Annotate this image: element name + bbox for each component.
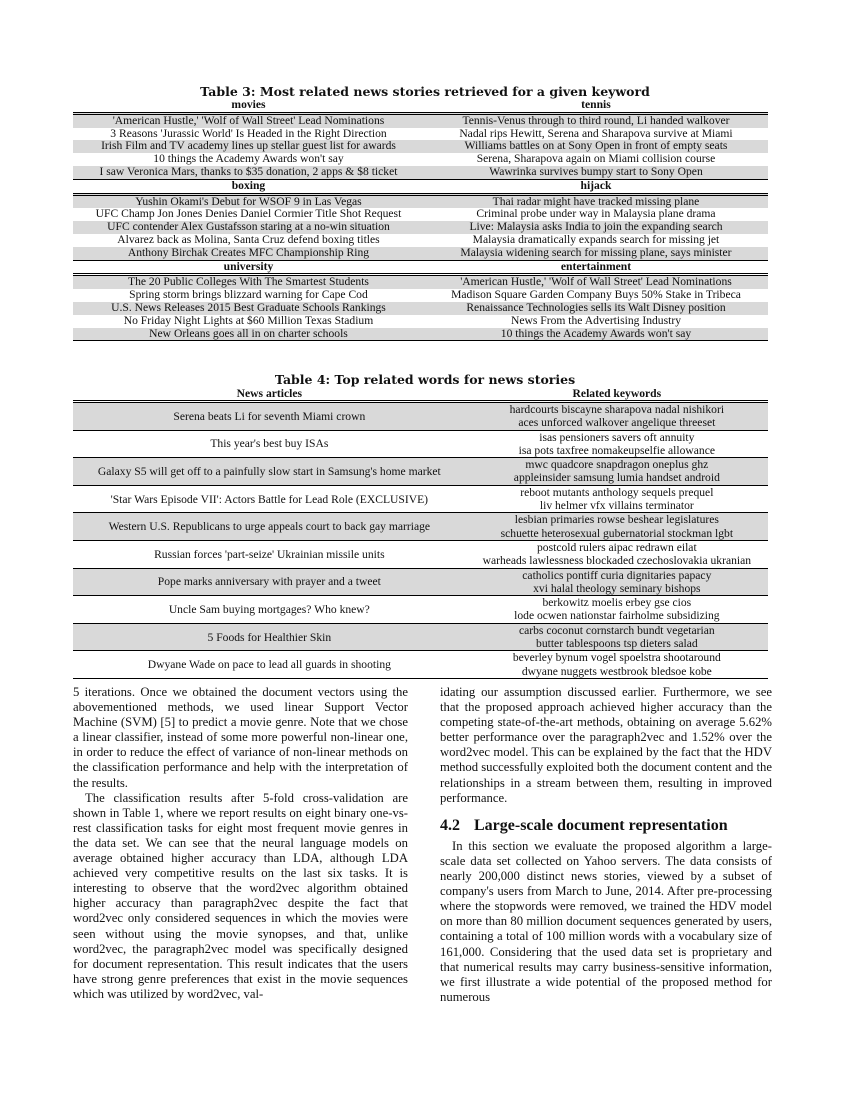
table-row — [73, 430, 768, 458]
table4-article: Dwyane Wade on pace to lead all guards in shooting — [73, 651, 466, 679]
table3-story-right: Thai radar might have tracked missing plane — [424, 194, 768, 208]
table3-story-right: Live: Malaysia asks India to join the expanding search — [424, 221, 768, 234]
table3-story-left: U.S. News Releases 2015 Best Graduate Schools Rankings — [73, 302, 424, 315]
table3-story-left: I saw Veronica Mars, thanks to $35 donation, 2 apps & $8 ticket — [73, 166, 424, 179]
table-row — [73, 194, 768, 208]
table4-keywords-line-2: isa pots taxfree nomakeupselfie allowance — [518, 443, 716, 457]
table-row — [73, 166, 768, 179]
table4-article: 'Star Wars Episode VII': Actors Battle for Lead Role (EXCLUSIVE) — [73, 485, 466, 513]
table3-story-right: Malaysia dramatically expands search for missing jet — [472, 233, 720, 247]
table-row — [73, 289, 768, 302]
table3-story-left: 10 things the Academy Awards won't say — [153, 152, 344, 166]
table4-article: Galaxy S5 will get off to a painfully slow start in Samsung's home market — [73, 458, 466, 486]
table-row — [73, 623, 768, 651]
table4-article: Uncle Sam buying mortgages? Who knew? — [73, 596, 466, 624]
table4-keywords — [466, 568, 768, 596]
table4-keywords-line-2: aces unforced walkover angelique threeset — [518, 416, 716, 430]
left-paragraph-1: 5 iterations. Once we obtained the document vectors using the abovementioned methods, we used linear Support Vector Machine (SVM) [5] to predict a movie genre. Note that we chose a linear classifier, instead of some more powerful non-linear one, in order to reduce the effect of variance of non-linear methods on the classification performance and help with the interpretation of the results. — [73, 685, 408, 790]
table4-keywords — [466, 458, 768, 486]
table4-keywords-line-1: carbs coconut cornstarch bundt vegetarian — [518, 623, 715, 637]
table3-keyword-right: tennis — [581, 98, 611, 112]
table3-keyword-left: boxing — [73, 179, 424, 194]
table4-keywords — [466, 596, 768, 624]
table-row — [73, 458, 768, 486]
section-number: 4.2 — [440, 816, 460, 834]
table3-story-left: UFC Champ Jon Jones Denies Daniel Cormier Title Shot Request — [95, 207, 402, 221]
table3-story-left: Yushin Okami's Debut for WSOF 9 in Las Vegas — [73, 194, 424, 208]
table3-story-left: 3 Reasons 'Jurassic World' Is Headed in the Right Direction — [110, 126, 387, 140]
table-row — [73, 513, 768, 541]
table-row — [73, 128, 768, 141]
table-row — [73, 208, 768, 221]
table3-story-left: UFC contender Alex Gustafsson staring at a no-win situation — [73, 221, 424, 234]
table3-keyword-left: movies — [231, 98, 266, 112]
table-row — [73, 568, 768, 596]
table4-caption: Table 4: Top related words for news stories — [274, 372, 576, 387]
table3 — [73, 99, 768, 341]
table3-story-right: Wawrinka survives bumpy start to Sony Open — [424, 166, 768, 179]
table3-story-left: No Friday Night Lights at $60 Million Texas Stadium — [123, 313, 374, 327]
table4-keywords-line-1: postcold rulers aipac redrawn eilat — [537, 541, 697, 555]
table-row — [73, 651, 768, 679]
table3-story-right: Renaissance Technologies sells its Walt Disney position — [424, 302, 768, 315]
table4-header-keywords: Related keywords — [572, 387, 662, 400]
table3-story-right: Serena, Sharapova again on Miami collision course — [476, 152, 716, 166]
table3-keyword-right: entertainment — [424, 260, 768, 275]
table-row — [73, 328, 768, 341]
table-row — [73, 247, 768, 260]
table-row — [73, 153, 768, 166]
table3-story-right: News From the Advertising Industry — [510, 313, 681, 327]
table4-keywords — [466, 430, 768, 458]
table4-article: Western U.S. Republicans to urge appeals court to back gay marriage — [73, 513, 466, 541]
table4-keywords — [466, 540, 768, 568]
table-row — [73, 302, 768, 315]
table4-keywords — [466, 485, 768, 513]
right-paragraph-2: In this section we evaluate the proposed algorithm a large-scale data set collected on Yahoo servers. The data consists of nearly 200,000 distinct news stories, viewed by a subset of company's users from March to June, 2014. After pre-processing where the stopwords were removed, we trained the HDV model on more than 80 million document sequences generated by users, containing a total of 100 million words with a vocabulary size of 161,000. Considering that the used data set is proprietary and that numerical results may carry business-sensitive information, we first illustrate a wide potential of the proposed method for numerous — [440, 838, 772, 1004]
table3-story-left: 'American Hustle,' 'Wolf of Wall Street' Lead Nominations — [73, 113, 424, 127]
table3-group-header — [73, 99, 768, 113]
table4-keywords-line-1: hardcourts biscayne sharapova nadal nishikori — [509, 403, 725, 417]
table3-story-left: Alvarez back as Molina, Santa Cruz defend boxing titles — [117, 233, 380, 247]
table-row — [73, 540, 768, 568]
table3-group-header — [73, 179, 768, 194]
table4-header-row — [73, 387, 768, 402]
table4-keywords-line-1: lesbian primaries rowse beshear legislatures — [514, 513, 719, 527]
table3-story-right: Nadal rips Hewitt, Serena and Sharapova survive at Miami — [459, 126, 733, 140]
table3-story-right: 'American Hustle,' 'Wolf of Wall Street' Lead Nominations — [424, 275, 768, 289]
table3-keyword-left: university — [73, 260, 424, 275]
table3-group-header — [73, 260, 768, 275]
table-row — [73, 485, 768, 513]
right-paragraph-1: idating our assumption discussed earlier. Furthermore, we see that the proposed approach achieved higher accuracy than the competing state-of-the-art methods, obtaining on average 5.62% better performance over the paragraph2vec and 1.52% over the word2vec model. This can be explained by the fact that the HDV method successfully exploited both the document content and the relationships in a stream between them, resulting in improved performance. — [440, 685, 772, 805]
table-row — [73, 315, 768, 328]
table4-article: Pope marks anniversary with prayer and a tweet — [73, 568, 466, 596]
table3-story-left: Irish Film and TV academy lines up stellar guest list for awards — [73, 140, 424, 153]
table-row — [73, 234, 768, 247]
table3-caption: Table 3: Most related news stories retrieved for a given keyword — [200, 84, 650, 99]
table4-article: This year's best buy ISAs — [73, 430, 466, 458]
right-column — [440, 685, 772, 1005]
table4-keywords-line-1: mwc quadcore snapdragon oneplus ghz — [525, 458, 709, 472]
table4-keywords-line-1: berkowitz moelis erbey gse cios — [542, 596, 692, 610]
table3-keyword-right: hijack — [424, 179, 768, 194]
table4-article: Serena beats Li for seventh Miami crown — [73, 402, 466, 431]
table4-keywords-line-2: xvi halal theology seminary bishops — [533, 581, 701, 595]
table4-keywords-line-2: dwyane nuggets westbrook bledsoe kobe — [521, 664, 712, 678]
table4-keywords-line-2: warheads lawlessness blockaded czechoslovakia ukranian — [482, 554, 752, 568]
table3-story-left: New Orleans goes all in on charter schools — [73, 328, 424, 341]
table4-keywords — [466, 402, 768, 431]
table4-keywords-line-2: schuette heterosexual gubernatorial stockman lgbt — [500, 526, 734, 540]
table4 — [73, 387, 768, 679]
table-row — [73, 275, 768, 289]
section-heading — [440, 818, 772, 833]
table3-story-right: 10 things the Academy Awards won't say — [424, 328, 768, 341]
table4-keywords-line-2: liv helmer vfx villains terminator — [539, 499, 694, 513]
table3-story-right: Tennis-Venus through to third round, Li handed walkover — [424, 113, 768, 127]
table4-header-articles: News articles — [236, 387, 303, 400]
left-paragraph-2: The classification results after 5-fold cross-validation are shown in Table 1, where we report results on eight binary one-vs-rest classification tasks for eight most frequent movie genres in the data set. We can see that the neural language models on average obtained higher accuracy than LDA, although LDA achieved very competitive results on the last six tasks. It is interesting to observe that the word2vec algorithm obtained higher accuracy than paragraph2vec despite the fact that word2vec only considered sequences in which the movies were seen without using the movie synopses, and that, unlike word2vec, the paragraph2vec model was specifically designed for document representation. This result indicates that the users have strong genre preferences that exist in the movie sequences which was utilized by word2vec, val- — [73, 790, 408, 1001]
table3-story-right: Criminal probe under way in Malaysia plane drama — [476, 207, 716, 221]
table4-keywords — [466, 623, 768, 651]
table4-keywords-line-2: lode ocwen nationstar fairholme subsidizing — [514, 609, 720, 623]
table3-story-left: The 20 Public Colleges With The Smartest Students — [73, 275, 424, 289]
table3-story-left: Anthony Birchak Creates MFC Championship Ring — [73, 247, 424, 260]
table4-keywords-line-2: butter tablespoons tsp dieters salad — [536, 637, 698, 651]
table-row — [73, 140, 768, 153]
table3-story-right: Madison Square Garden Company Buys 50% Stake in Tribeca — [451, 288, 741, 302]
table4-keywords-line-2: appleinsider samsung lumia handset android — [513, 471, 720, 485]
table4-keywords-line-1: beverley bynum vogel spoelstra shootaround — [512, 651, 721, 665]
table4-keywords — [466, 651, 768, 679]
table3-story-right: Malaysia widening search for missing plane, says minister — [424, 247, 768, 260]
table4-keywords-line-1: catholics pontiff curia dignitaries papacy — [522, 568, 712, 582]
table-row — [73, 402, 768, 431]
table4-keywords — [466, 513, 768, 541]
table4-article: 5 Foods for Healthier Skin — [73, 623, 466, 651]
table4-keywords-line-1: reboot mutants anthology sequels prequel — [520, 485, 714, 499]
table4-article: Russian forces 'part-seize' Ukrainian missile units — [73, 540, 466, 568]
table4-keywords-line-1: isas pensioners savers oft annuity — [539, 430, 695, 444]
table-row — [73, 221, 768, 234]
table3-story-left: Spring storm brings blizzard warning for Cape Cod — [129, 288, 368, 302]
section-title: Large-scale document representation — [474, 816, 728, 834]
table-row — [73, 596, 768, 624]
left-column — [73, 685, 408, 1002]
table-row — [73, 113, 768, 127]
table3-story-right: Williams battles on at Sony Open in front of empty seats — [424, 140, 768, 153]
